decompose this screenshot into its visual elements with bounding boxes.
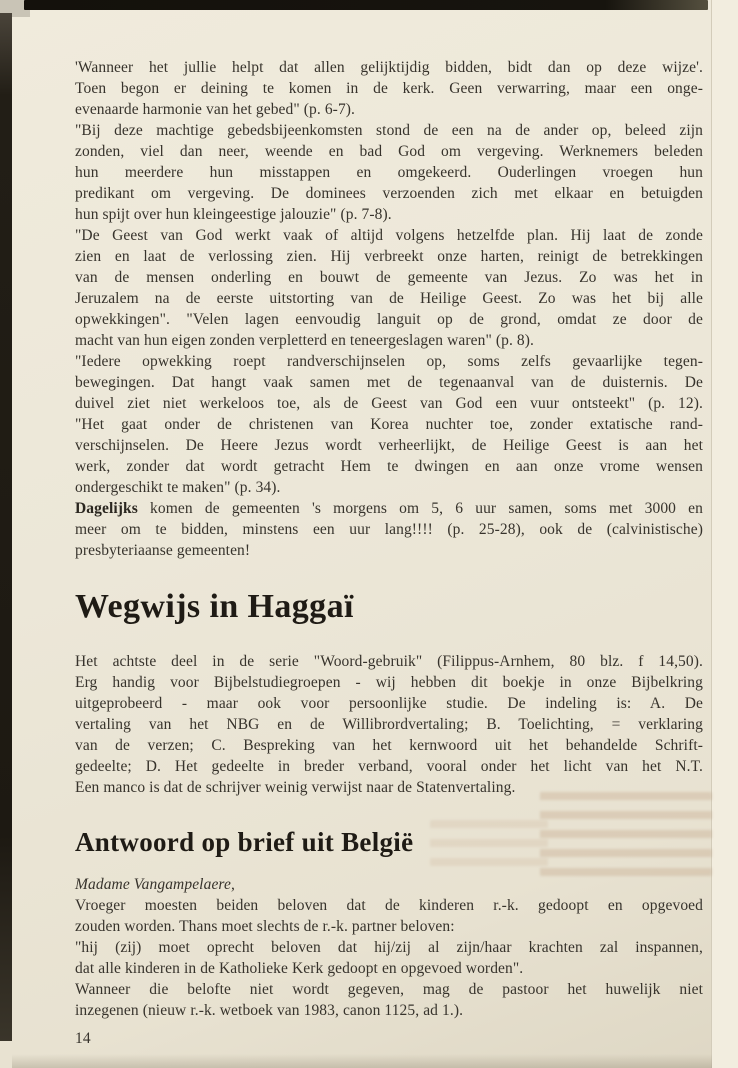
text-line: Erg handig voor Bijbelstudiegroepen - wij hebben dit boekje in onze Bijbelkring: [75, 674, 703, 691]
text-line: "hij (zij) moet oprecht beloven dat hij/zij al zijn/haar krachten zal inspannen,: [75, 939, 703, 956]
scan-border-left: [0, 13, 12, 1041]
text-line: vertaling van het NBG en de Willibrordvertaling; B. Toelichting, = verklaring: [75, 716, 703, 733]
text-line: Jeruzalem na de eerste uitstorting van de Heilige Geest. Zo was het bij alle: [75, 290, 703, 307]
text-line: "Iedere opwekking roept randverschijnselen op, soms zelfs gevaarlijke tegen-: [75, 353, 703, 370]
text-line: van de verzen; C. Bespreking van het kernwoord uit het behandelde Schrift-: [75, 737, 703, 754]
text-line: bewegingen. Dat hangt vaak samen met de tegenaanval van de duisternis. De: [75, 374, 703, 391]
page-content: [75, 57, 703, 1049]
text-line: "De Geest van God werkt vaak of altijd volgens hetzelfde plan. Hij laat de zonde: [75, 227, 703, 244]
text-line: Vroeger moesten beiden beloven dat de kinderen r.-k. gedoopt en opgevoed: [75, 897, 703, 914]
text-line: predikant om vergeving. De dominees verzoenden zich met elkaar en betuigden: [75, 185, 703, 202]
page-edge-right: [711, 0, 738, 1068]
text-line: presbyteriaanse gemeenten!: [75, 542, 251, 559]
section-heading-wegwijs-in-haggai: Wegwijs in Haggaï: [75, 588, 354, 625]
text-line: uitgeprobeerd - maar ook voor persoonlijke studie. De indeling is: A. De: [75, 695, 703, 712]
text-line: meer om te bidden, minstens een uur lang!!!! (p. 25-28), ook de (calvinistische): [75, 521, 703, 538]
text-line: hun meerdere hun misstappen en omgekeerd. Ouderlingen vroegen hun: [75, 164, 703, 181]
text-line: Dagelijks komen de gemeenten 's morgens om 5, 6 uur samen, soms met 3000 en: [75, 500, 703, 517]
text-line: van de mensen onderling en bouwt de gemeente van Jezus. Zo was het in: [75, 269, 703, 286]
text-line: duivel ziet niet werkeloos toe, als de Geest van God een vuur ontsteekt" (p. 12).: [75, 395, 703, 412]
text-line: Wanneer die belofte niet wordt gegeven, mag de pastoor het huwelijk niet: [75, 981, 703, 998]
page-number: 14: [75, 1030, 91, 1047]
text-line: Toen begon er deining te komen in de kerk. Geen verwarring, maar een onge-: [75, 80, 703, 97]
page-shadow-bottom: [12, 1054, 712, 1068]
text-line: zien en laat de verlossing zien. Hij verbreekt onze harten, reinigt de betrekkingen: [75, 248, 703, 265]
text-line: evenaarde harmonie van het gebed" (p. 6-7).: [75, 101, 356, 118]
text-line: "Het gaat onder de christenen van Korea nuchter toe, zonder extatische rand-: [75, 416, 703, 433]
scan-border-top: [24, 0, 708, 10]
text-line: werk, zonder dat wordt getracht Hem te dwingen en aan onze vrome wensen: [75, 458, 703, 475]
text-line: macht van hun eigen zonden verpletterd en teneergeslagen waren" (p. 8).: [75, 332, 535, 349]
paragraph-korea-revival: [75, 57, 703, 561]
text-line: gedeelte; D. Het gedeelte in breder verband, vooral onder het licht van het N.T.: [75, 758, 703, 775]
text-line: zonden, viel dan neer, weende en bad God om vergeving. Werknemers beleden: [75, 143, 703, 160]
text-line: Een manco is dat de schrijver weinig verwijst naar de Statenvertaling.: [75, 779, 516, 796]
text-line: Madame Vangampelaere,: [75, 876, 235, 893]
text-line: hun spijt over hun kleingeestige jalouzie" (p. 7-8).: [75, 206, 392, 223]
text-line: ondergeschikt te maken" (p. 34).: [75, 479, 281, 496]
text-line: 'Wanneer het jullie helpt dat allen gelijktijdig bidden, bidt dan op deze wijze'.: [75, 59, 703, 76]
text-line: Het achtste deel in de serie "Woord-gebruik" (Filippus-Arnhem, 80 blz. f 14,50).: [75, 653, 703, 670]
text-line: dat alle kinderen in de Katholieke Kerk gedoopt en opgevoed worden".: [75, 960, 524, 977]
text-line: opwekkingen". "Velen lagen eenvoudig languit op de grond, omdat ze door de: [75, 311, 703, 328]
text-line: inzegenen (nieuw r.-k. wetboek van 1983, canon 1125, ad 1.).: [75, 1002, 464, 1019]
text-line: verschijnselen. De Heere Jezus wordt verheerlijkt, de Heilige Geest is aan het: [75, 437, 703, 454]
paragraph-woord-gebruik: [75, 651, 703, 798]
section-heading-antwoord-brief-belgie: Antwoord op brief uit België: [75, 827, 414, 857]
text-line: "Bij deze machtige gebedsbijeenkomsten stond de een na de ander op, beleed zijn: [75, 122, 703, 139]
text-line: zouden worden. Thans moet slechts de r.-k. partner beloven:: [75, 918, 455, 935]
paragraph-brief-belgie: [75, 874, 703, 1021]
